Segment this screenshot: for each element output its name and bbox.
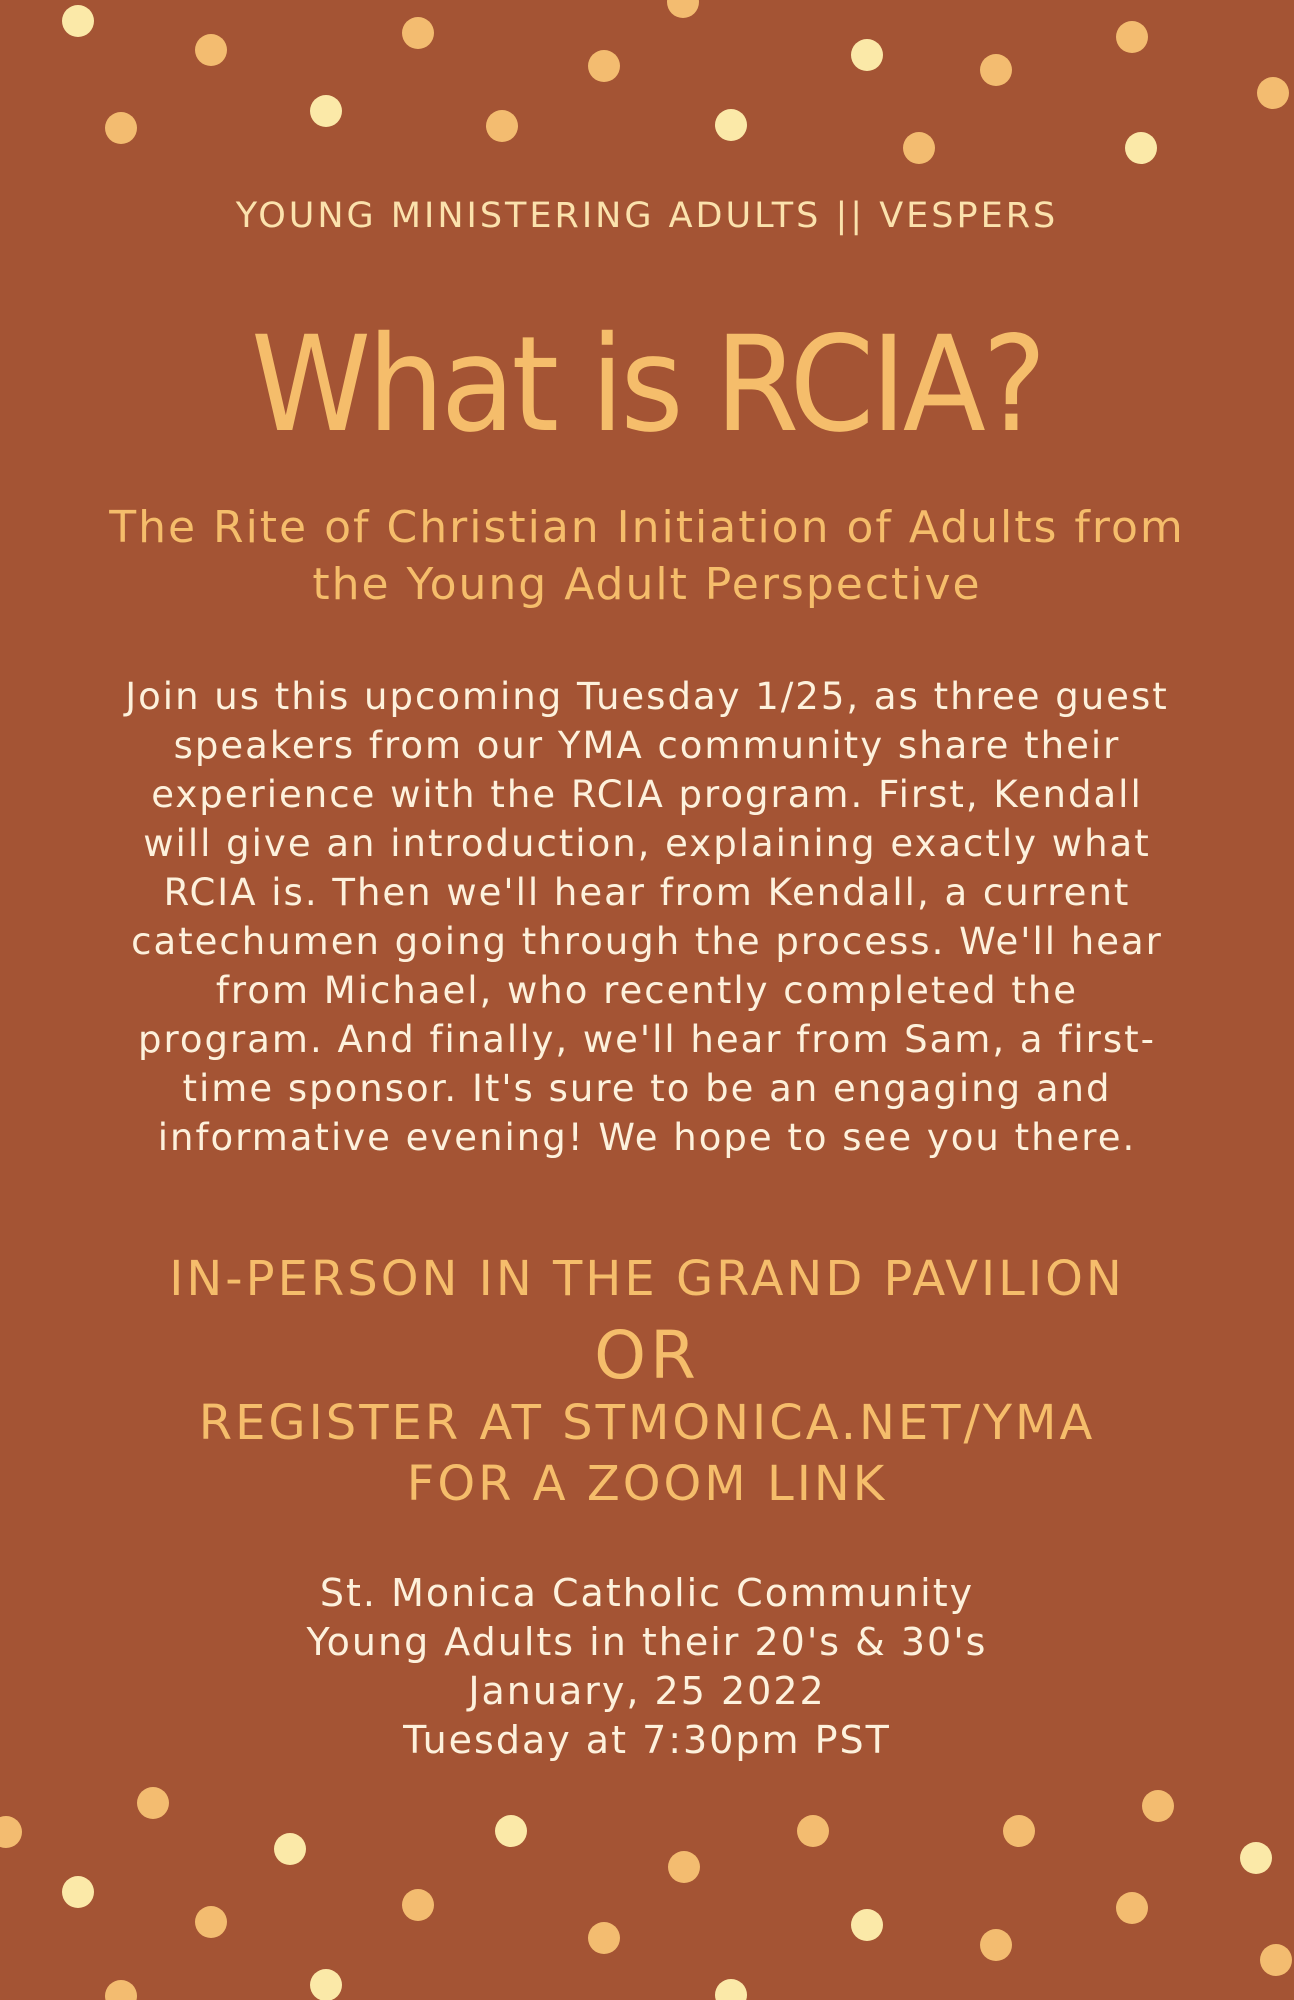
decorative-dot — [195, 34, 227, 66]
top-dot-pattern — [62, 0, 1289, 164]
description-line: from Michael, who recently completed the — [215, 969, 1079, 1012]
decorative-dot — [0, 1816, 22, 1848]
in-person-location: IN-PERSON IN THE GRAND PAVILION — [169, 1251, 1125, 1307]
decorative-dot — [105, 1980, 137, 2000]
decorative-dot — [851, 39, 883, 71]
decorative-dot — [1142, 1790, 1174, 1822]
description-line: speakers from our YMA community share their — [173, 724, 1121, 767]
decorative-dot — [274, 1833, 306, 1865]
description-line: time sponsor. It's sure to be an engaging and — [182, 1067, 1112, 1110]
decorative-dot — [195, 1906, 227, 1938]
register-line: REGISTER AT STMONICA.NET/YMA — [198, 1395, 1096, 1451]
description-line: program. And finally, we'll hear from Sam, a first- — [138, 1018, 1156, 1061]
decorative-dot — [668, 1851, 700, 1883]
decorative-dot — [1125, 132, 1157, 164]
decorative-dot — [980, 54, 1012, 86]
decorative-dot — [797, 1815, 829, 1847]
decorative-dot — [715, 1979, 747, 2000]
event-time: Tuesday at 7:30pm PST — [403, 1718, 891, 1762]
description-line: Join us this upcoming Tuesday 1/25, as three guest — [125, 675, 1169, 718]
decorative-dot — [1240, 1842, 1272, 1874]
decorative-dot — [310, 1969, 342, 2000]
description-line: will give an introduction, explaining exactly what — [143, 822, 1151, 865]
event-series-kicker: YOUNG MINISTERING ADULTS || VESPERS — [235, 196, 1059, 236]
decorative-dot — [495, 1815, 527, 1847]
decorative-dot — [402, 17, 434, 49]
description-line: catechumen going through the process. We'll hear — [131, 920, 1163, 963]
bottom-dot-pattern — [0, 1787, 1292, 2000]
or-divider: OR — [594, 1317, 700, 1394]
decorative-dot — [715, 109, 747, 141]
decorative-dot — [667, 0, 699, 18]
decorative-dot — [62, 1876, 94, 1908]
decorative-dot — [486, 110, 518, 142]
page-title: What is RCIA? — [251, 308, 1043, 462]
subtitle-line: The Rite of Christian Initiation of Adults from — [109, 502, 1185, 553]
decorative-dot — [851, 1909, 883, 1941]
decorative-dot — [1116, 21, 1148, 53]
decorative-dot — [1116, 1892, 1148, 1924]
decorative-dot — [310, 95, 342, 127]
event-info-line: St. Monica Catholic Community — [319, 1571, 975, 1615]
subtitle-line: the Young Adult Perspective — [312, 559, 982, 610]
description-line: informative evening! We hope to see you there. — [157, 1116, 1137, 1159]
event-date: January, 25 2022 — [468, 1669, 826, 1713]
decorative-dot — [62, 5, 94, 37]
event-info-line: Young Adults in their 20's & 30's — [306, 1620, 988, 1664]
decorative-dot — [980, 1929, 1012, 1961]
description-line: experience with the RCIA program. First, Kendall — [151, 773, 1143, 816]
decorative-dot — [1260, 1944, 1292, 1976]
decorative-dot — [137, 1787, 169, 1819]
decorative-dot — [903, 132, 935, 164]
decorative-dot — [588, 50, 620, 82]
decorative-dot — [1257, 77, 1289, 109]
description-line: RCIA is. Then we'll hear from Kendall, a current — [163, 871, 1131, 914]
decorative-dot — [1003, 1815, 1035, 1847]
decorative-dot — [402, 1889, 434, 1921]
decorative-dot — [105, 112, 137, 144]
decorative-dot — [588, 1922, 620, 1954]
register-line: FOR A ZOOM LINK — [406, 1456, 888, 1512]
